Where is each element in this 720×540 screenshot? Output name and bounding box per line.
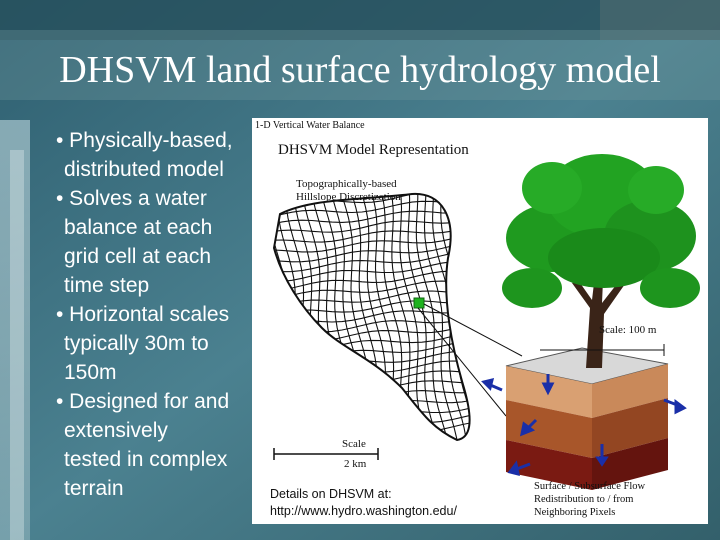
details-note [270, 486, 457, 520]
bullet-item [56, 387, 266, 503]
details-line: Details on DHSVM at: [270, 487, 392, 501]
bullet-line: 150m [64, 361, 117, 384]
hillslope-mesh [262, 172, 500, 448]
flow-label [534, 480, 645, 519]
subheading-line: Topographically-based [296, 178, 397, 190]
bullet-line: distributed model [64, 158, 224, 181]
details-link[interactable]: http://www.hydro.washington.edu/ [270, 504, 457, 518]
diagram-subheading [296, 178, 401, 204]
flow-label-line: Redistribution to / from [534, 494, 634, 505]
grid-cell-highlight [414, 298, 424, 308]
scale-value: 2 km [344, 458, 367, 470]
bullet-line: • Horizontal scales [56, 303, 230, 326]
bullet-list [56, 126, 266, 503]
bullet-line: • Physically-based, [56, 129, 233, 152]
scale-label: Scale [342, 438, 366, 450]
bullet-item [56, 184, 266, 300]
model-diagram [252, 118, 708, 524]
bullet-line: grid cell at each [64, 245, 212, 268]
bullet-item [56, 300, 266, 387]
bullet-line: time step [64, 274, 150, 297]
subheading-line: Hillslope Discretization [296, 191, 401, 203]
slide-title: DHSVM land surface hydrology model [59, 49, 661, 91]
mesh-line [465, 188, 500, 448]
bullet-line: balance at each [64, 216, 213, 239]
bullet-line: • Designed for and [56, 390, 230, 413]
flow-label-line: Surface / Subsurface Flow [534, 481, 646, 492]
vertical-balance-label: 1-D Vertical Water Balance [255, 120, 365, 131]
bullet-line: typically 30m to [64, 332, 209, 355]
bullet-item [56, 126, 266, 184]
soil-column-block [506, 348, 668, 490]
bullet-line: • Solves a water [56, 187, 207, 210]
bullet-line: terrain [64, 477, 124, 500]
bullet-line: extensively [64, 419, 168, 442]
pixel-scale-label: Scale: 100 m [599, 324, 657, 336]
flow-label-line: Neighboring Pixels [534, 507, 616, 518]
bullet-line: tested in complex [64, 448, 228, 471]
diagram-heading: DHSVM Model Representation [278, 142, 469, 158]
